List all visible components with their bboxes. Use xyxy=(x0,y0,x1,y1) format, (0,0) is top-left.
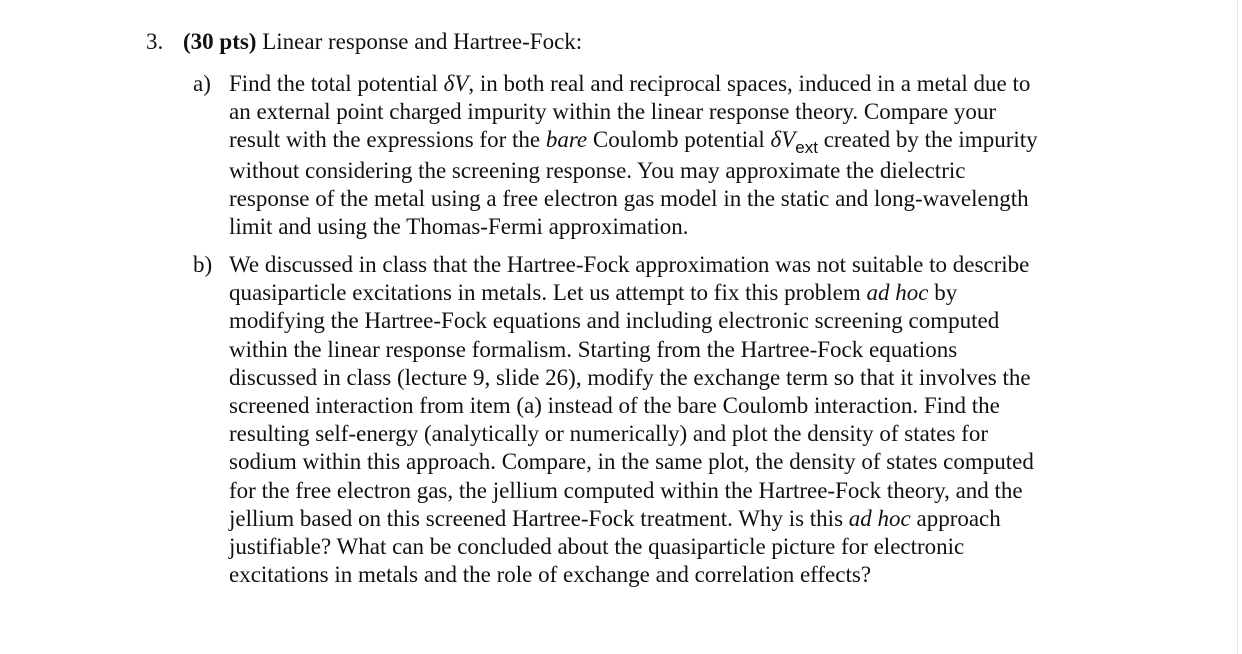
ad-hoc-emphasis: ad hoc xyxy=(848,505,911,531)
part-b-line-9: for the free electron gas, the jellium computed within the Hartree-Fock theory, and the xyxy=(229,477,1023,503)
part-a-letter: a) xyxy=(193,71,211,96)
problem-points: (30 pts) xyxy=(183,29,257,54)
problem-number: 3. xyxy=(146,29,164,54)
text-segment: approach xyxy=(910,505,1001,531)
ext-subscript: ext xyxy=(795,138,818,158)
part-a-line-1 xyxy=(229,70,1038,98)
part-b-line-8: sodium within this approach. Compare, in the same plot, the density of states computed xyxy=(229,449,1034,475)
part-a-line-5: response of the metal using a free electron gas model in the static and long-wavelength xyxy=(229,185,1029,211)
text-segment: Find the total potential xyxy=(229,71,444,96)
text-segment: , in both real and reciprocal spaces, induced in a metal due to xyxy=(468,71,1031,96)
text-segment: by xyxy=(928,280,958,306)
page-edge-divider xyxy=(1237,0,1238,654)
part-b-line-6: screened interaction from item (a) instead of the bare Coulomb interaction. Find the xyxy=(229,393,1000,419)
text-segment: Coulomb potential xyxy=(587,127,771,153)
problem-title: Linear response and Hartree-Fock: xyxy=(256,29,583,54)
part-b-line-12: excitations in metals and the role of exchange and correlation effects? xyxy=(229,562,872,588)
bare-emphasis: bare xyxy=(545,127,588,153)
part-b-line-2 xyxy=(229,279,1034,307)
part-a-line-3 xyxy=(229,126,1038,156)
part-a-line-2: an external point charged impurity within the linear response theory. Compare your xyxy=(229,99,997,125)
part-b-text xyxy=(229,251,1034,589)
text-segment: created by the impurity xyxy=(817,127,1038,153)
part-a-line-4: without considering the screening response. You may approximate the dielectric xyxy=(229,157,966,183)
part-b-line-5: discussed in class (lecture 9, slide 26), modify the exchange term so that it involves the xyxy=(229,364,1031,390)
part-a-line-6: limit and using the Thomas-Fermi approximation. xyxy=(229,214,689,240)
text-segment: jellium based on this screened Hartree-Fock treatment. Why is this xyxy=(229,505,849,531)
part-b-line-4: within the linear response formalism. Starting from the Hartree-Fock equations xyxy=(229,336,958,362)
delta-v-ext-symbol: δV xyxy=(770,127,796,153)
part-b-line-7: resulting self-energy (analytically or numerically) and plot the density of states for xyxy=(229,421,988,447)
problem-heading xyxy=(146,27,582,57)
text-segment: quasiparticle excitations in metals. Let us attempt to fix this problem xyxy=(229,280,867,306)
part-b-line-3: modifying the Hartree-Fock equations and including electronic screening computed xyxy=(229,308,1000,334)
part-b-line-1: We discussed in class that the Hartree-Fock approximation was not suitable to describe xyxy=(229,252,1030,277)
delta-v-symbol: δV xyxy=(443,71,469,96)
part-b-line-11: justifiable? What can be concluded about the quasiparticle picture for electronic xyxy=(229,534,965,560)
text-segment: result with the expressions for the xyxy=(229,127,546,153)
part-a-text xyxy=(229,70,1038,241)
part-b-letter: b) xyxy=(193,252,213,277)
part-b-line-10 xyxy=(229,505,1034,533)
ad-hoc-emphasis: ad hoc xyxy=(866,280,929,306)
